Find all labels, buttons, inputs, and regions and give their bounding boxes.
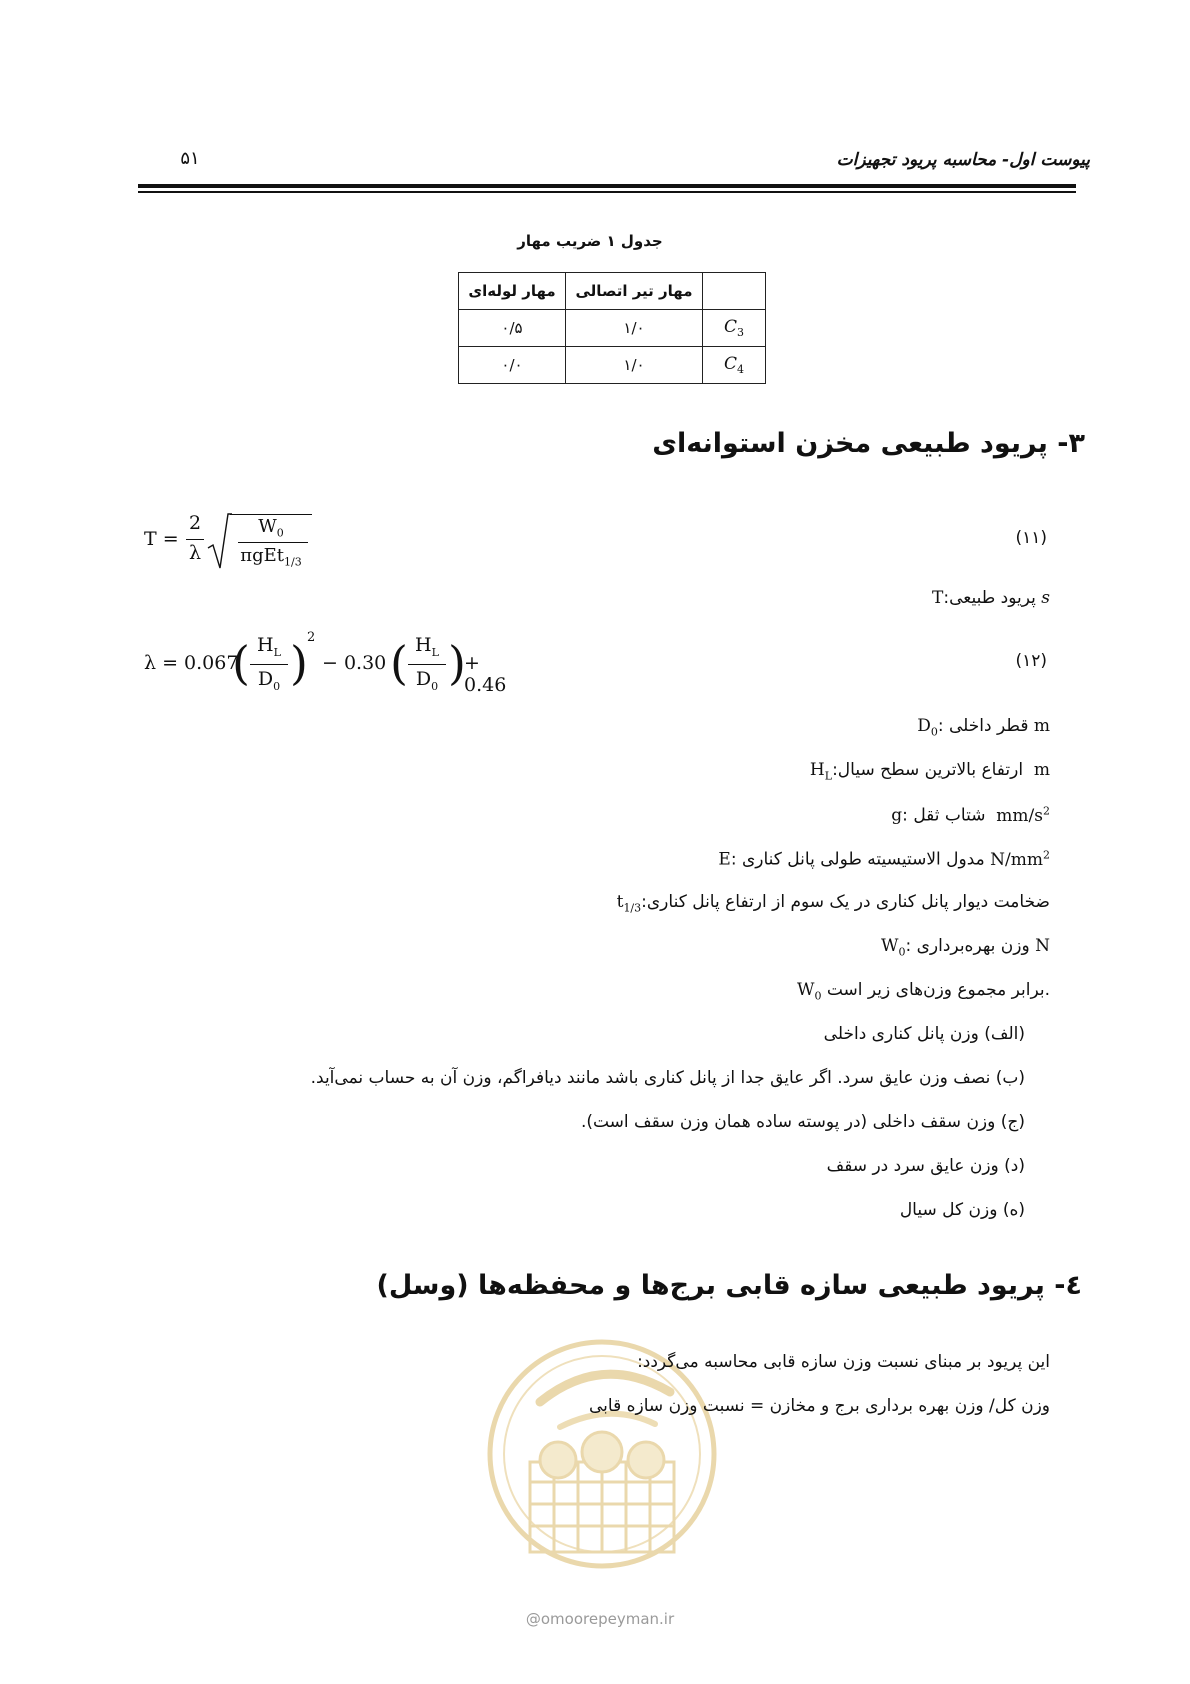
definition-T: T:پریود طبیعی s — [932, 588, 1050, 608]
anchor-coefficient-table — [458, 272, 766, 384]
definition-t: $t_{1/3}:ضخامت$ دیوار پانل کناری در یک سوم از ارتفاع پانل کناری — [616, 892, 1050, 915]
running-header-title: پیوست اول- محاسبه پریود تجهیزات — [836, 150, 1090, 170]
exponent: 2 — [307, 630, 316, 645]
equation-number: (۱۲) — [1015, 651, 1047, 671]
definition-D0: $D_0$: قطر داخلی m — [917, 716, 1050, 739]
table-caption: جدول ۱ ضریب مهار — [517, 232, 663, 250]
coefficient-cell: $C_4$ — [703, 347, 766, 384]
definition-g: g: شتاب ثقل $mm/s^2$ — [891, 804, 1050, 826]
section-heading: ٤- پریود طبیعی سازه قابی برج‌ها و محفظه‌ها (وسل) — [376, 1270, 1082, 1301]
right-paren: ) — [448, 636, 466, 690]
header-rule-thick — [138, 184, 1076, 188]
list-item: (الف) وزن پانل کناری داخلی — [823, 1024, 1025, 1044]
beam-value-cell: ۱/۰ — [566, 347, 703, 384]
eq11-numerator: 2 — [188, 512, 202, 534]
section4-paragraph: این پریود بر مبنای نسبت وزن سازه قابی محاسبه می‌گردد: — [637, 1352, 1050, 1372]
definition-W0: $W_0$: وزن بهره‌برداری N — [881, 936, 1050, 959]
eq12-tail: + 0.46 — [464, 652, 507, 696]
eq12-frac1-bar — [250, 664, 288, 665]
eq12-frac1-num: $H_L$ — [257, 634, 281, 659]
definition-W0-sum: $W_0$ برابر مجموع وزن‌های زیر است. — [796, 980, 1050, 1003]
eq11-fraction-bar — [186, 539, 204, 540]
definition-E: E: مدول الاستیسیته طولی پانل کناری $N/mm^2$ — [718, 848, 1050, 870]
table-row — [459, 347, 766, 384]
eq12-frac2-num: $H_L$ — [415, 634, 439, 659]
right-paren: ) — [290, 636, 308, 690]
list-item: (ب) نصف وزن عایق سرد. اگر عایق جدا از پانل کناری باشد مانند دیافراگم، وزن آن به حساب نمی‌آید. — [310, 1068, 1025, 1088]
eq11-root-denominator: πgEt$_{1/3}$ — [240, 545, 302, 569]
coefficient-cell: $C_3$ — [703, 310, 766, 347]
eq11-lhs: T = — [144, 528, 179, 550]
list-item: (ه) وزن کل سیال — [899, 1200, 1025, 1220]
section-heading: ۳- پریود طبیعی مخزن استوانه‌ای — [652, 428, 1085, 459]
left-paren: ( — [232, 636, 250, 690]
equation-11 — [144, 512, 304, 576]
radical-overline — [230, 514, 312, 515]
eq11-inner-fraction-bar — [238, 542, 308, 543]
header-empty-cell — [703, 273, 766, 310]
equation-12 — [144, 630, 507, 704]
eq11-denominator: λ — [188, 542, 202, 564]
eq11-root-numerator: $W_0$ — [258, 516, 284, 540]
section4-formula: وزن کل/ وزن بهره برداری برج و مخازن = نسبت وزن سازه قابی — [589, 1396, 1050, 1416]
beam-value-cell: ۱/۰ — [566, 310, 703, 347]
table-header-row — [459, 273, 766, 310]
header-pipe-anchor: مهار لوله‌ای — [459, 273, 566, 310]
page-number: ۵۱ — [180, 148, 200, 169]
watermark-url: @omoorepeyman.ir — [525, 1610, 675, 1628]
pipe-value-cell: ۰/۰ — [459, 347, 566, 384]
header-rule-thin — [138, 191, 1076, 193]
table-row — [459, 310, 766, 347]
definition-HL: $H_L:ارتفاع$ بالاترین سطح سیال m — [809, 760, 1050, 783]
eq12-frac1-den: $D_0$ — [257, 668, 281, 693]
eq12-middle-term: − 0.30 — [322, 652, 387, 674]
list-item: (د) وزن عایق سرد در سقف — [826, 1156, 1025, 1176]
header-beam-anchor: مهار تیر اتصالی — [566, 273, 703, 310]
pipe-value-cell: ۰/۵ — [459, 310, 566, 347]
eq12-frac2-bar — [408, 664, 446, 665]
left-paren: ( — [390, 636, 408, 690]
equation-number: (۱۱) — [1015, 528, 1047, 548]
eq12-frac2-den: $D_0$ — [415, 668, 439, 693]
list-item: (ج) وزن سقف داخلی (در پوسته ساده همان وزن سقف است). — [580, 1112, 1025, 1132]
radical-sign — [206, 512, 232, 572]
eq12-lhs: λ = 0.067 — [144, 652, 239, 674]
